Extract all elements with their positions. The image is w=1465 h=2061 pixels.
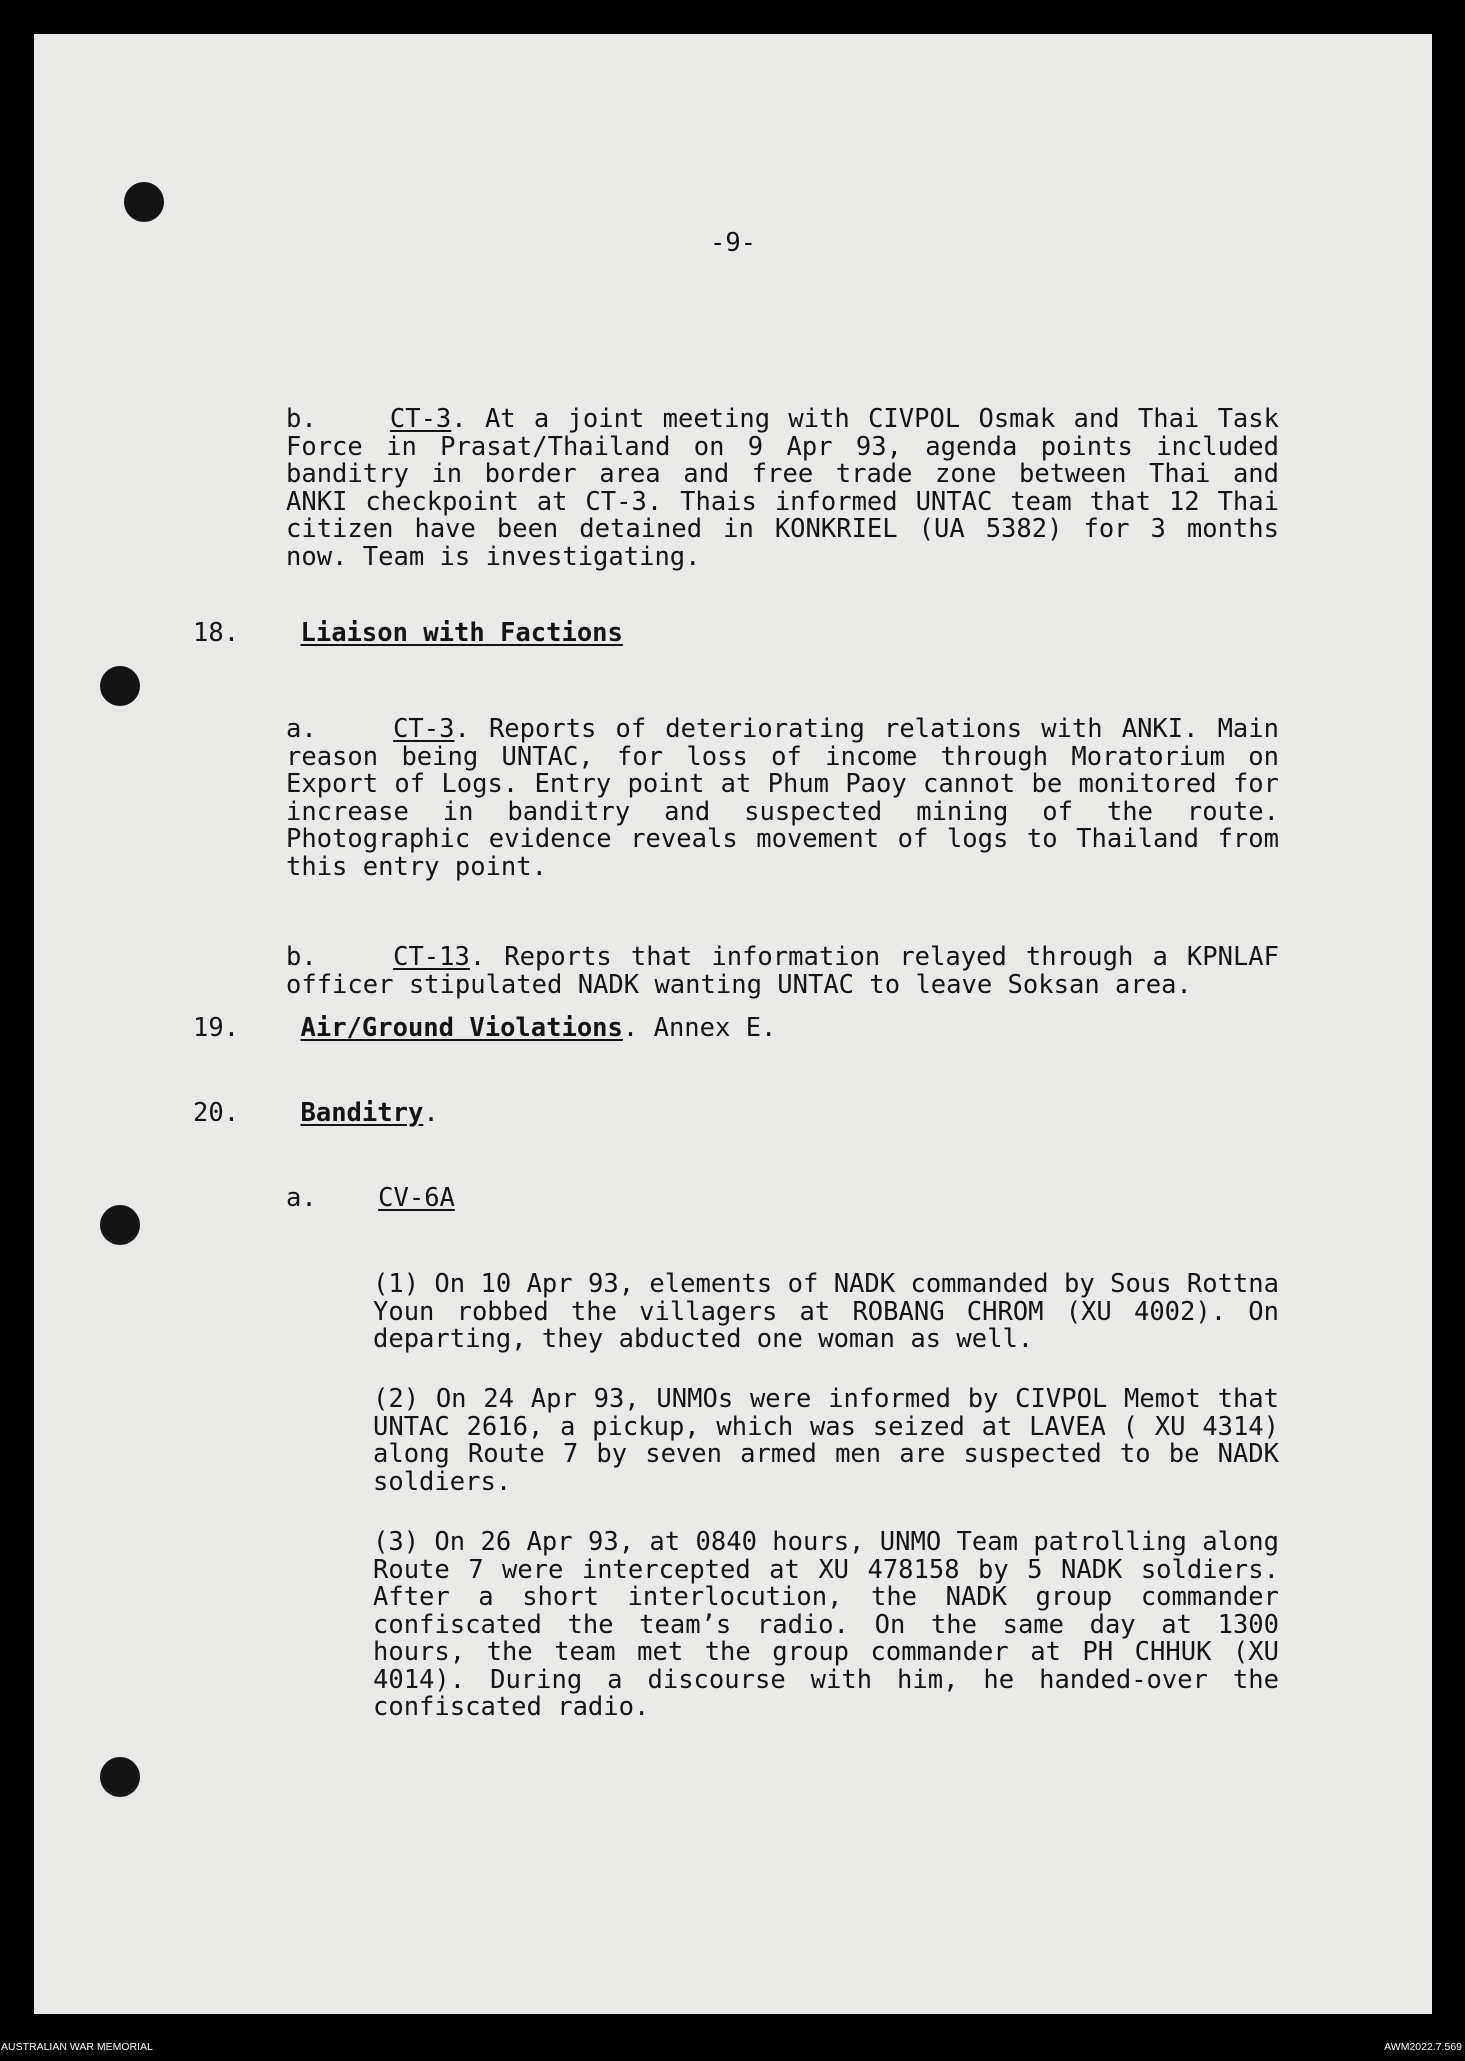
section-title: Liaison with Factions — [300, 618, 623, 648]
section-suffix: . — [423, 1098, 439, 1128]
footer-left: AUSTRALIAN WAR MEMORIAL — [1, 2041, 153, 2053]
item-ref: CT-3 — [389, 404, 452, 434]
item-text: . Reports of deteriorating relations with ANKI. Main reason being UNTAC, for loss of income through Moratorium on Export of Logs. Entry point at Phum Paoy cannot be monitored for increase in banditry and suspected mining of the route. Photographic evidence reveals movement of logs to Thailand from this entry point. — [286, 714, 1279, 882]
subheading-20a — [286, 1185, 455, 1213]
item-ref: CT-3 — [393, 714, 455, 744]
paragraph-18a — [286, 716, 1279, 881]
item-text: . At a joint meeting with CIVPOL Osmak and Thai Task Force in Prasat/Thailand on 9 Apr 93, agenda points included banditry in border area and free trade zone between Thai and ANKI checkpoint at CT-3. Thais informed UNTAC team that 12 Thai citizen have been detained in KONKRIEL (UA 5382) for 3 months now. Team is investigating. — [286, 404, 1279, 572]
punch-hole — [100, 1205, 140, 1245]
item-label: a. — [286, 1183, 317, 1213]
document-page — [34, 34, 1432, 2014]
paragraph-17b — [286, 406, 1279, 571]
punch-hole — [100, 1757, 140, 1797]
page-number: -9- — [709, 228, 757, 258]
item-label: b. — [286, 404, 317, 434]
section-heading-19 — [193, 1015, 776, 1043]
banditry-item-3: (3) On 26 Apr 93, at 0840 hours, UNMO Team patrolling along Route 7 were intercepted at XU 478158 by 5 NADK soldiers. After a short interlocution, the NADK group commander confiscated the team’s radio. On the same day at 1300 hours, the team met the group commander at PH CHHUK (XU 4014). During a discourse with him, he handed-over the confiscated radio. — [373, 1527, 1279, 1722]
banditry-item-1: (1) On 10 Apr 93, elements of NADK commanded by Sous Rottna Youn robbed the villagers at ROBANG CHROM (XU 4002). On departing, they abducted one woman as well. — [373, 1269, 1279, 1354]
section-text: . Annex E. — [622, 1013, 777, 1043]
item-label: a. — [286, 714, 317, 744]
punch-hole — [124, 182, 164, 222]
item-label: b. — [286, 942, 317, 972]
section-title: Banditry — [300, 1098, 424, 1128]
section-title: Air/Ground Violations — [300, 1013, 623, 1043]
footer-right: AWM2022.7.569 — [1384, 2041, 1462, 2053]
item-text: . Reports that information relayed through a KPNLAF officer stipulated NADK wanting UNTAC to leave Soksan area. — [286, 942, 1279, 1000]
item-ref: CT-13 — [393, 942, 470, 972]
banditry-item-2: (2) On 24 Apr 93, UNMOs were informed by CIVPOL Memot that UNTAC 2616, a pickup, which was seized at LAVEA ( XU 4314) along Route 7 by seven armed men are suspected to be NADK soldiers. — [373, 1384, 1279, 1497]
section-number: 19. — [193, 1013, 240, 1043]
section-number: 20. — [193, 1098, 240, 1128]
item-ref: CV-6A — [378, 1183, 455, 1213]
section-heading-20 — [193, 1100, 439, 1128]
section-heading-18 — [193, 620, 623, 648]
section-number: 18. — [193, 618, 240, 648]
paragraph-18b — [286, 944, 1279, 999]
punch-hole — [100, 666, 140, 706]
